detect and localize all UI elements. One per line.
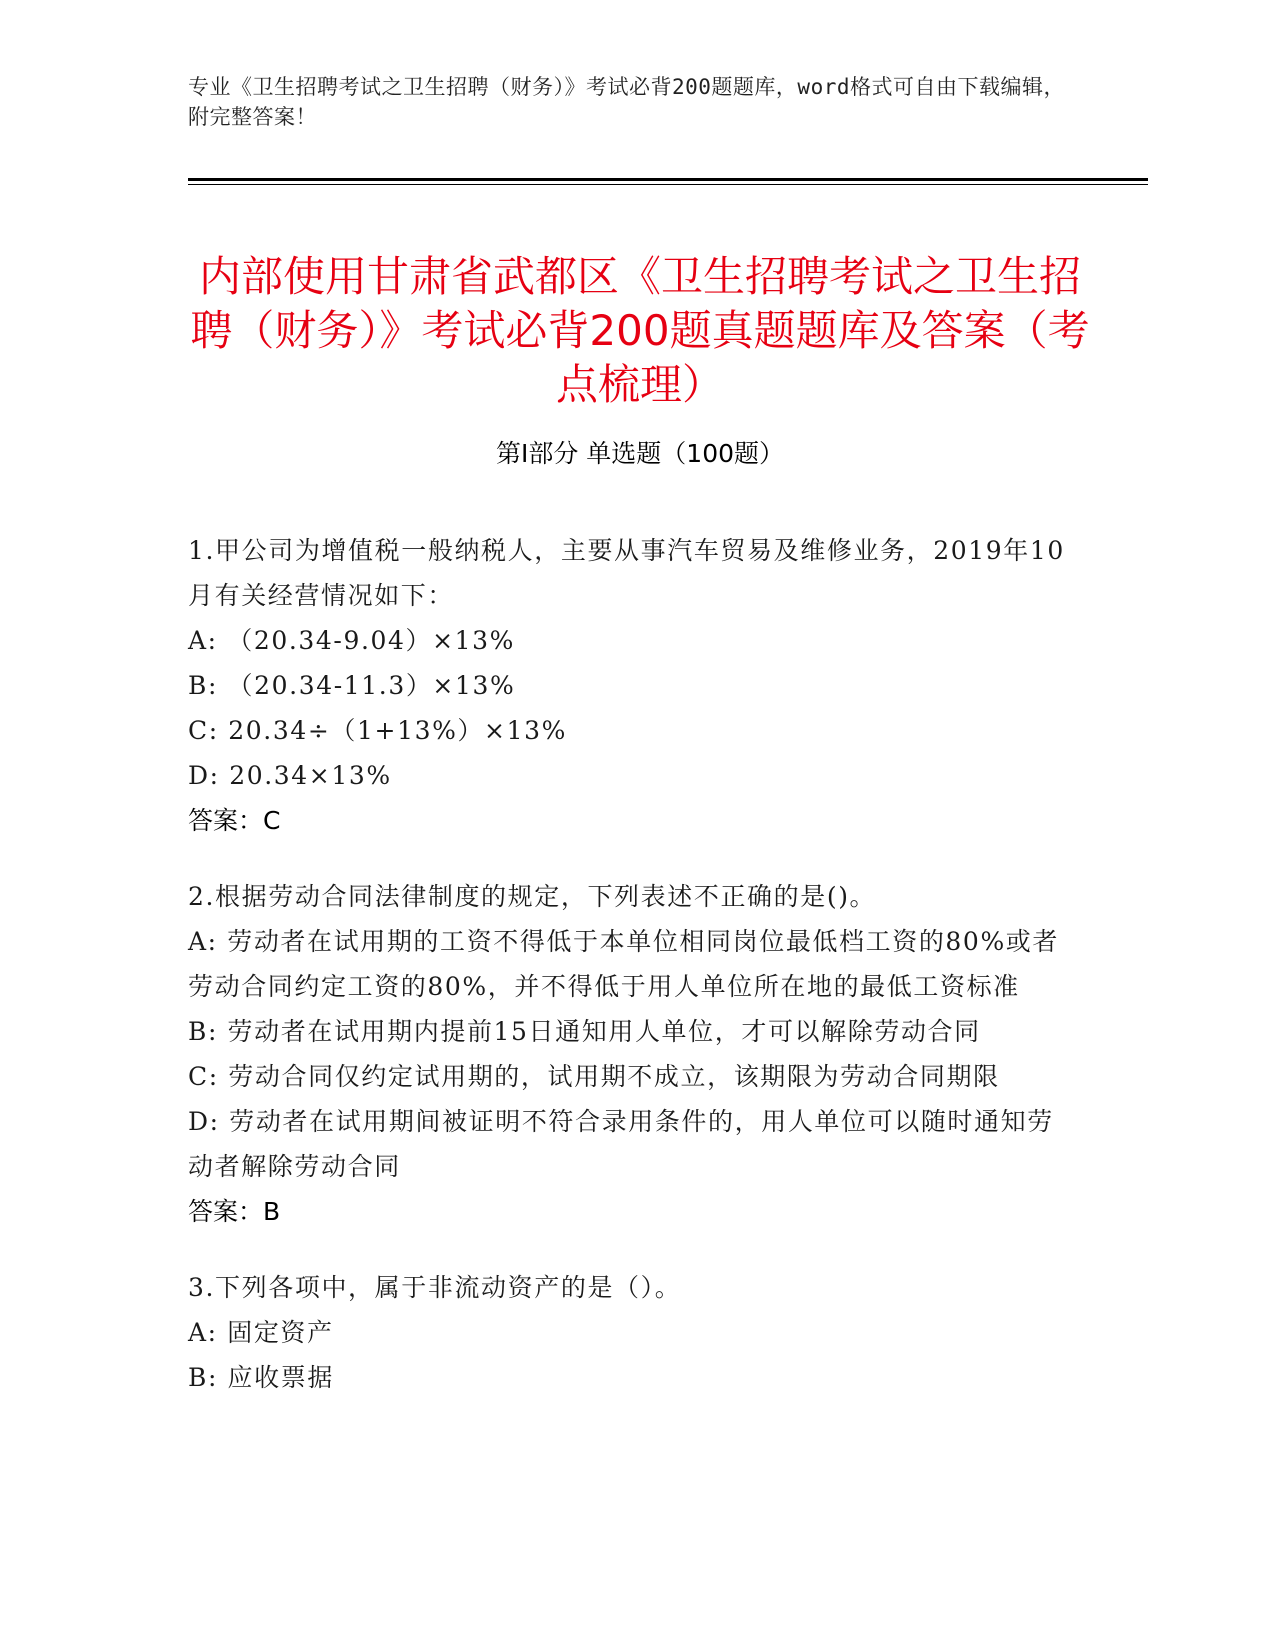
- question-stem: 1.甲公司为增值税一般纳税人，主要从事汽车贸易及维修业务，2019年10月有关经营情况如下：: [188, 536, 1065, 610]
- question-3: [188, 1265, 1068, 1400]
- header-note: 专业《卫生招聘考试之卫生招聘（财务）》考试必背200题题库，word格式可自由下载编辑，附完整答案！: [188, 75, 1065, 129]
- question-list: [188, 528, 1068, 1431]
- document-title: 内部使用甘肃省武都区《卫生招聘考试之卫生招聘（财务）》考试必背200题真题题库及答案（考点梳理）: [190, 252, 1090, 410]
- option-a: A: 固定资产: [188, 1318, 334, 1347]
- header-divider-thin: [188, 184, 1148, 185]
- question-stem: 2.根据劳动合同法律制度的规定，下列表述不正确的是()。: [188, 882, 877, 911]
- answer-label: 答案：C: [188, 806, 281, 835]
- option-c: C: 劳动合同仅约定试用期的，试用期不成立，该期限为劳动合同期限: [188, 1062, 1000, 1091]
- option-b: B: 劳动者在试用期内提前15日通知用人单位，才可以解除劳动合同: [188, 1017, 981, 1046]
- question-1: [188, 528, 1068, 843]
- question-stem: 3.下列各项中，属于非流动资产的是（）。: [188, 1273, 682, 1302]
- answer-label: 答案：B: [188, 1197, 281, 1226]
- option-b: B: （20.34-11.3）×13%: [188, 671, 516, 700]
- option-b: B: 应收票据: [188, 1363, 334, 1392]
- option-d: D: 20.34×13%: [188, 761, 392, 790]
- question-2: [188, 874, 1068, 1234]
- option-a: A: （20.34-9.04）×13%: [188, 626, 516, 655]
- option-c: C: 20.34÷（1+13%）×13%: [188, 716, 567, 745]
- header-divider-thick: [188, 178, 1148, 181]
- option-d: D: 劳动者在试用期间被证明不符合录用条件的，用人单位可以随时通知劳动者解除劳动合同: [188, 1107, 1054, 1181]
- option-a: A: 劳动者在试用期的工资不得低于本单位相同岗位最低档工资的80%或者劳动合同约定工资的80%，并不得低于用人单位所在地的最低工资标准: [188, 927, 1059, 1001]
- section-title: 第Ⅰ部分 单选题（100题）: [495, 439, 785, 468]
